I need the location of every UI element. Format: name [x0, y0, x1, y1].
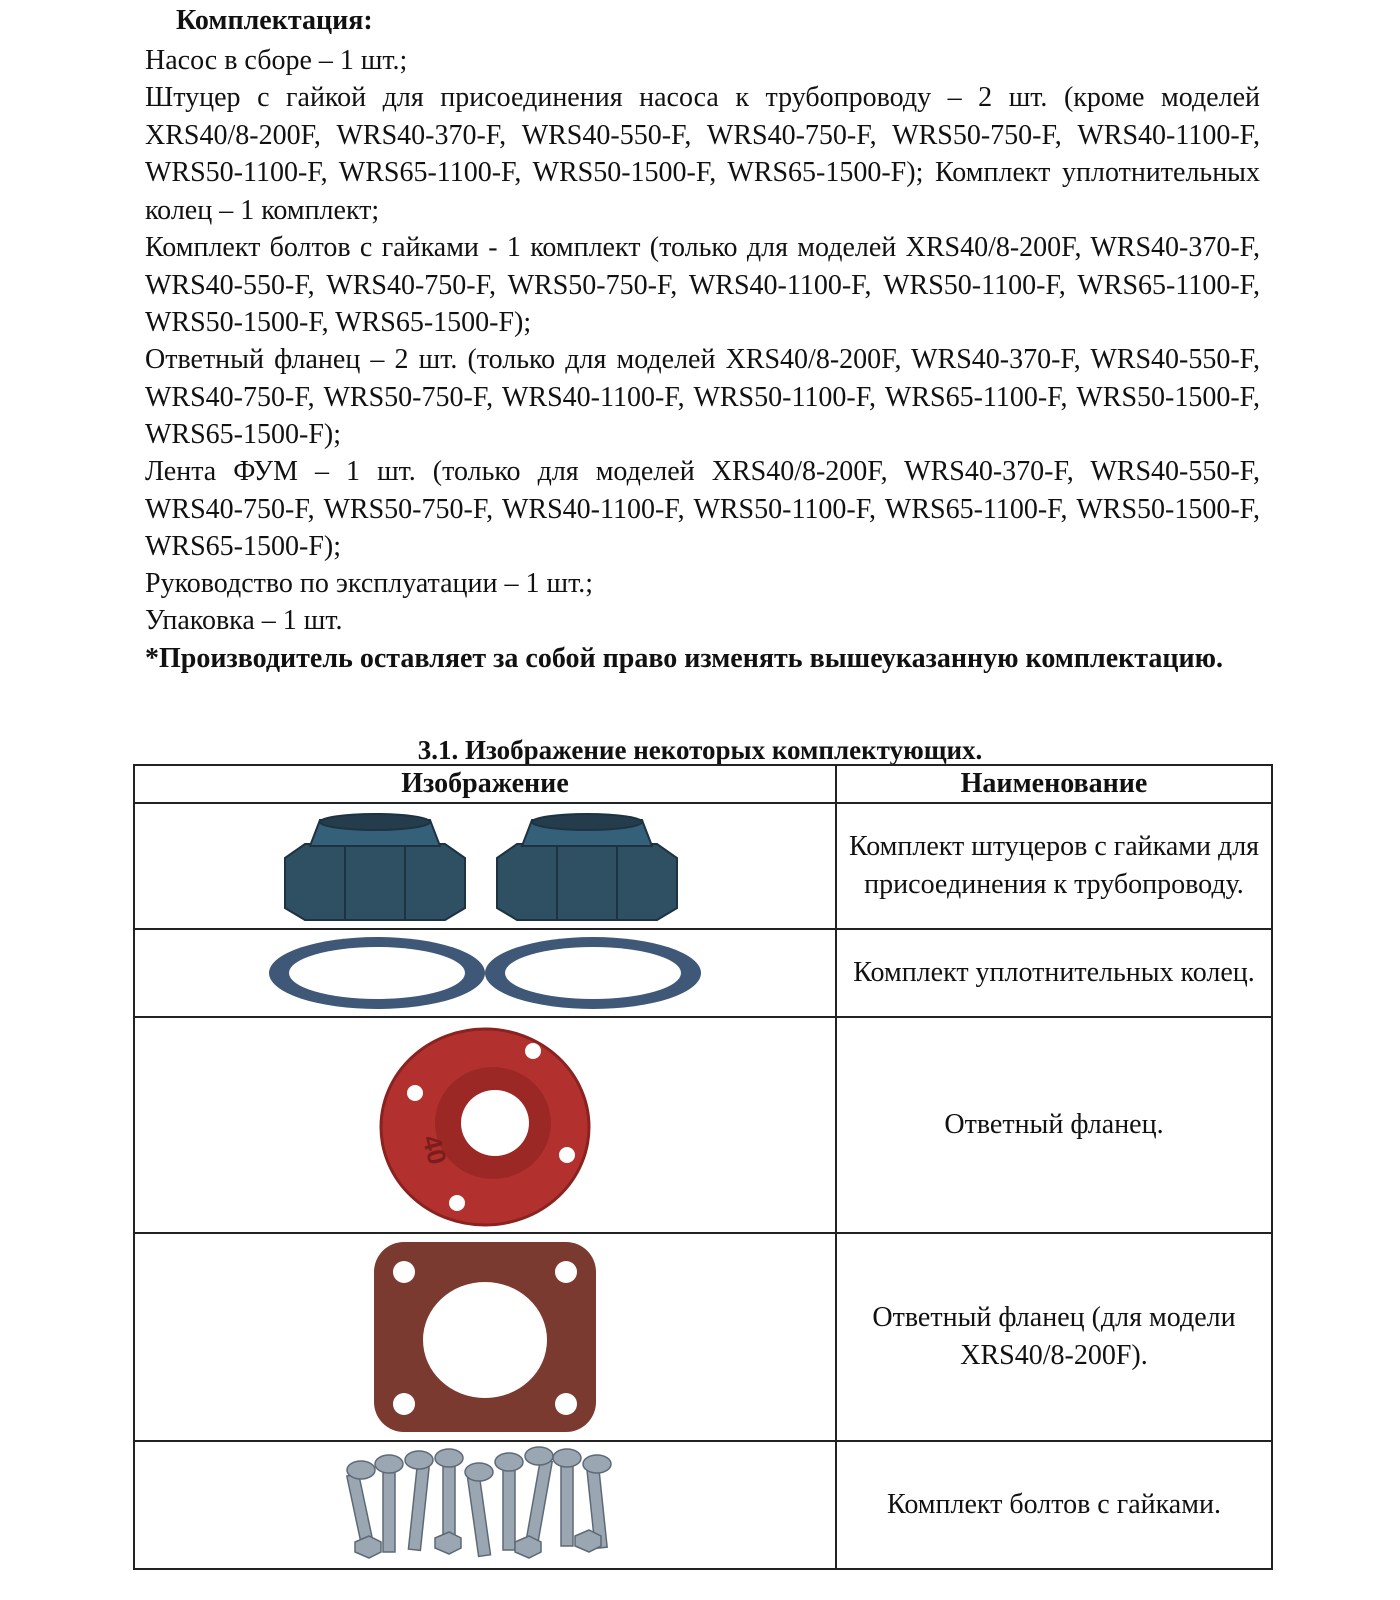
item-name: Комплект болтов с гайками. — [836, 1441, 1272, 1569]
table-row — [134, 1017, 1272, 1233]
item-name: Комплект уплотнительных колец. — [836, 929, 1272, 1017]
components-table — [133, 764, 1273, 1570]
list-item: Упаковка – 1 шт. — [145, 605, 343, 636]
list-item: Лента ФУМ – 1 шт. (только для моделей XRS40/8-200F, WRS40-370-F, WRS40-550-F, WRS40-750-F, WRS50-750-F, WRS40-1100-F, WRS50-1100-F, WRS65-1100-F, WRS50-1500-F, WRS65-1500-F); — [145, 456, 1260, 562]
flange-mark: 40 — [416, 1131, 453, 1168]
bolts-with-nuts-image — [134, 1441, 836, 1569]
table-header-row — [134, 765, 1272, 803]
list-item: Руководство по эксплуатации – 1 шт.; — [145, 568, 593, 599]
item-name: Ответный фланец (для модели XRS40/8-200F). — [836, 1233, 1272, 1441]
header-name: Наименование — [836, 765, 1272, 803]
sealing-rings-image — [134, 929, 836, 1017]
list-item: Комплект болтов с гайками - 1 комплект (только для моделей XRS40/8-200F, WRS40-370-F, WRS40-550-F, WRS40-750-F, WRS50-750-F, WRS40-1100-F, WRS50-1100-F, WRS65-1100-F, WRS50-1500-F, WRS65-1500-F); — [145, 232, 1260, 338]
item-name: Комплект штуцеров с гайками для присоединения к трубопроводу. — [836, 803, 1272, 929]
list-item: Ответный фланец – 2 шт. (только для моделей XRS40/8-200F, WRS40-370-F, WRS40-550-F, WRS40-750-F, WRS50-750-F, WRS40-1100-F, WRS50-1100-F, WRS65-1100-F, WRS50-1500-F, WRS65-1500-F); — [145, 344, 1260, 450]
manufacturer-note: *Производитель оставляет за собой право изменять вышеуказанную комплектацию. — [145, 643, 1224, 674]
table-row — [134, 803, 1272, 929]
table-row — [134, 1441, 1272, 1569]
table-caption: 3.1. Изображение некоторых комплектующих. — [417, 735, 983, 765]
fittings-with-nuts-image — [134, 803, 836, 929]
round-flange-image — [134, 1017, 836, 1233]
table-row — [134, 929, 1272, 1017]
section-heading: Комплектация: — [176, 5, 373, 36]
header-image: Изображение — [134, 765, 836, 803]
list-item: Насос в сборе – 1 шт.; — [145, 45, 408, 76]
item-name: Ответный фланец. — [836, 1017, 1272, 1233]
list-item: Штуцер с гайкой для присоединения насоса к трубопроводу – 2 шт. (кроме моделей XRS40/8-200F, WRS40-370-F, WRS40-550-F, WRS40-750-F, WRS50-750-F, WRS40-1100-F, WRS50-1100-F, WRS65-1100-F, WRS50-1500-F, WRS65-1500-F); Комплект уплотнительных колец – 1 комплект; — [145, 82, 1260, 226]
table-row — [134, 1233, 1272, 1441]
square-flange-image — [134, 1233, 836, 1441]
